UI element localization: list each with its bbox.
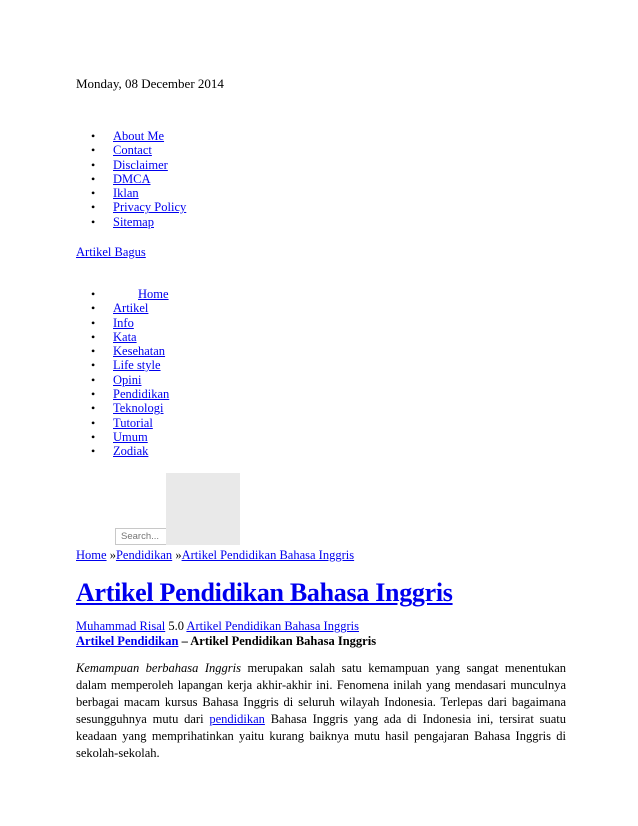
search-input[interactable]	[115, 528, 166, 545]
post-meta	[76, 619, 359, 634]
category-menu-item	[76, 401, 169, 415]
category-menu-item	[76, 387, 169, 401]
top-menu-item	[76, 215, 186, 229]
top-menu-item	[76, 129, 186, 143]
bullet-icon: •	[91, 287, 96, 301]
breadcrumb-separator: »	[175, 548, 182, 562]
menu-link-iklan[interactable]: Iklan	[113, 186, 139, 201]
bullet-icon: •	[91, 429, 96, 444]
breadcrumb-separator: »	[109, 548, 116, 562]
bullet-icon: •	[91, 143, 96, 158]
bullet-icon: •	[91, 372, 96, 387]
breadcrumb-home-link[interactable]: Home	[76, 548, 107, 562]
author-link[interactable]: Muhammad Risal	[76, 619, 166, 633]
site-title-link[interactable]: Artikel Bagus	[76, 245, 146, 259]
bullet-icon: •	[91, 129, 96, 143]
bullet-icon: •	[91, 358, 96, 373]
category-menu-item	[76, 330, 169, 344]
menu-link-privacy-policy[interactable]: Privacy Policy	[113, 200, 187, 215]
search-button[interactable]	[166, 473, 240, 545]
menu-link-disclaimer[interactable]: Disclaimer	[113, 157, 168, 172]
category-menu-item	[76, 373, 169, 387]
post-subtitle	[76, 634, 376, 649]
category-link-tutorial[interactable]: Tutorial	[113, 415, 153, 430]
category-menu-item	[76, 358, 169, 372]
bullet-icon: •	[91, 157, 96, 172]
bullet-icon: •	[91, 401, 96, 416]
category-menu-item	[76, 301, 169, 315]
category-menu-item	[76, 344, 169, 358]
top-menu-item	[76, 172, 186, 186]
body-text: merupakan salah satu kemampuan yang sangat menentukan dalam memperoleh lapangan kerja akhir-akhir ini. Fenomena inilah yang mendasari munculnya berbagai macam kursus Bahasa Inggris di seluruh wilayah Indonesia. Terlepas dari bagaimana sesungguhnya mutu dari	[76, 661, 566, 726]
bullet-icon: •	[91, 315, 96, 330]
category-menu-item	[76, 287, 169, 301]
bullet-icon: •	[91, 301, 96, 316]
bullet-icon: •	[91, 171, 96, 186]
bullet-icon: •	[91, 344, 96, 359]
date-text: Monday, 08 December 2014	[76, 76, 224, 91]
category-link-umum[interactable]: Umum	[113, 429, 148, 444]
category-menu-item	[76, 416, 169, 430]
bullet-icon: •	[91, 329, 96, 344]
menu-link-dmca[interactable]: DMCA	[113, 171, 151, 186]
rating-value: 5.0	[168, 619, 184, 633]
category-link-kesehatan[interactable]: Kesehatan	[113, 344, 166, 359]
bullet-icon: •	[91, 214, 96, 229]
subtitle-text: – Artikel Pendidikan Bahasa Inggris	[178, 634, 377, 648]
category-link-home[interactable]: Home	[138, 287, 169, 301]
category-menu	[76, 287, 169, 459]
bullet-icon: •	[91, 387, 96, 402]
category-menu-item	[76, 316, 169, 330]
breadcrumb-current-link[interactable]: Artikel Pendidikan Bahasa Inggris	[181, 548, 355, 562]
menu-link-sitemap[interactable]: Sitemap	[113, 214, 154, 229]
category-link-kata[interactable]: Kata	[113, 329, 137, 344]
category-link-artikel[interactable]: Artikel	[113, 301, 149, 316]
category-menu-item	[76, 430, 169, 444]
category-menu-item	[76, 444, 169, 458]
top-menu-item	[76, 186, 186, 200]
article-body	[76, 660, 566, 762]
category-link-opini[interactable]: Opini	[113, 372, 142, 387]
top-menu-item	[76, 200, 186, 214]
breadcrumb	[76, 548, 354, 563]
menu-link-contact[interactable]: Contact	[113, 143, 152, 158]
top-menu	[76, 129, 186, 229]
category-link-life-style[interactable]: Life style	[113, 358, 161, 373]
intro-italic: Kemampuan berbahasa Inggris	[76, 661, 242, 675]
category-link-pendidikan[interactable]: Pendidikan	[113, 387, 170, 402]
top-menu-item	[76, 158, 186, 172]
category-link-teknologi[interactable]: Teknologi	[113, 401, 164, 416]
bullet-icon: •	[91, 444, 96, 459]
body-text: Bahasa Inggris yang ada di Indonesia ini, tersirat suatu keadaan yang memprihatinkan yaitu kurang baiknya mutu hasil pengajaran Bahasa Inggris di sekolah-sekolah.	[76, 712, 566, 760]
rating-title-link[interactable]: Artikel Pendidikan Bahasa Inggris	[186, 619, 359, 633]
category-link-info[interactable]: Info	[113, 315, 134, 330]
category-link-zodiak[interactable]: Zodiak	[113, 444, 149, 459]
bullet-icon: •	[91, 415, 96, 430]
breadcrumb-category-link[interactable]: Pendidikan	[115, 548, 173, 562]
top-menu-item	[76, 143, 186, 157]
bullet-icon: •	[91, 200, 96, 215]
subtitle-category-link[interactable]: Artikel Pendidikan	[76, 634, 179, 648]
bullet-icon: •	[91, 186, 96, 201]
pendidikan-link[interactable]: pendidikan	[209, 712, 265, 726]
post-title[interactable]: Artikel Pendidikan Bahasa Inggris	[76, 578, 453, 607]
menu-link-about-me[interactable]: About Me	[113, 129, 165, 143]
